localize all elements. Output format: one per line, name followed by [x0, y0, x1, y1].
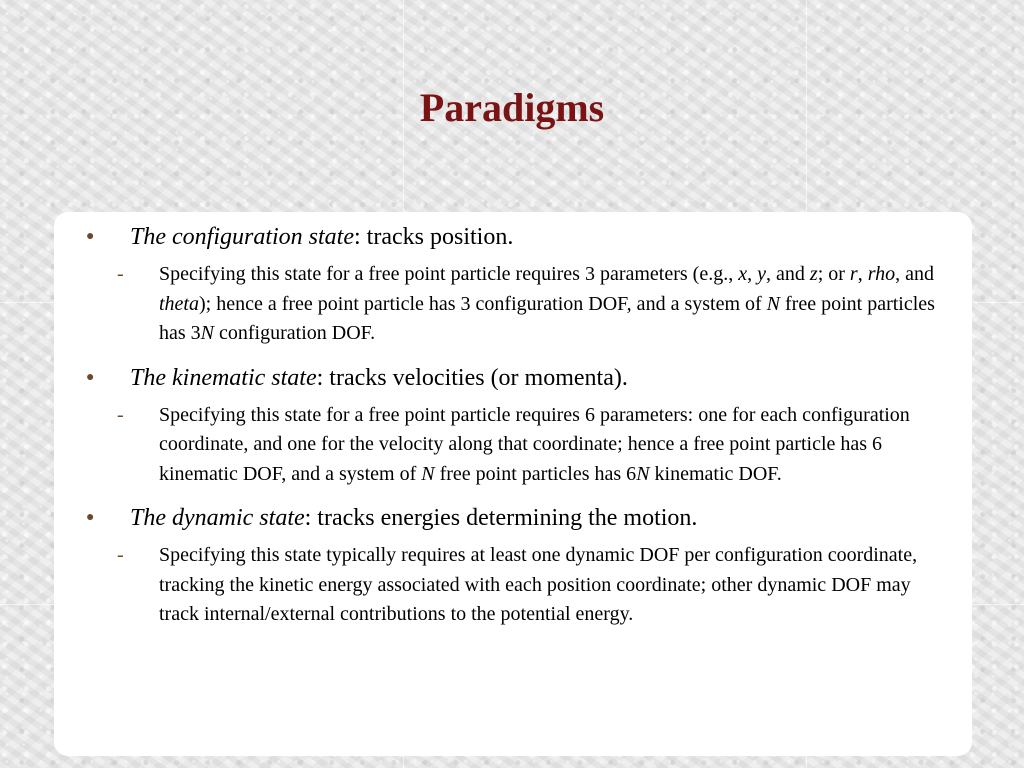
- sub-text: ; or: [817, 263, 850, 285]
- sub-text: Specifying this state typically requires at least one dynamic DOF per configuration coordinate, tracking the kinetic energy associated with each position coordinate; other dynamic DOF may track internal/external contributions to the potential energy.: [159, 544, 918, 625]
- sub-bullet-configuration-state: [117, 260, 954, 349]
- bullet-kinematic-state: [86, 363, 952, 393]
- bullet-icon: ●: [86, 369, 95, 385]
- bullet-dynamic-state: [86, 503, 952, 533]
- bullet-configuration-state: [86, 222, 952, 252]
- bullet-text: : tracks energies determining the motion.: [304, 505, 698, 531]
- sub-text: ,: [857, 263, 868, 285]
- sub-text: , and: [895, 263, 935, 285]
- sub-text: configuration DOF.: [214, 322, 376, 344]
- sub-text: , and: [766, 263, 810, 285]
- sub-text: Specifying this state for a free point particle requires 6 parameters: one for each configuration coordinate, and one for the velocity along that coordinate; hence a free point particle has 6 kinematic DOF, and a system of: [159, 403, 910, 485]
- sub-text: free point particles has 3: [159, 292, 935, 344]
- sub-bullet-kinematic-state: [117, 401, 954, 490]
- sub-text: ,: [747, 263, 758, 285]
- variable: z: [809, 263, 818, 285]
- bullet-term: The configuration state: [130, 224, 354, 250]
- variable: r: [849, 263, 858, 285]
- sub-text: kinematic DOF.: [649, 462, 782, 485]
- bullet-icon: ●: [86, 229, 95, 244]
- variable: y: [757, 263, 766, 285]
- variable: theta: [159, 292, 199, 315]
- variable: N: [200, 322, 215, 344]
- dash-icon: -: [117, 263, 124, 285]
- variable: rho: [867, 263, 896, 285]
- variable: x: [738, 263, 748, 285]
- bullet-text: : tracks position.: [354, 224, 514, 250]
- sub-text: free point particles has 6: [434, 462, 637, 485]
- bullet-term: The kinematic state: [130, 364, 317, 391]
- sub-text: Specifying this state for a free point particle requires 3 parameters (e.g.,: [159, 263, 739, 285]
- dash-icon: -: [117, 544, 124, 566]
- dash-icon: -: [117, 403, 124, 426]
- bullet-term: The dynamic state: [130, 505, 305, 531]
- sub-bullet-dynamic-state: [117, 541, 954, 630]
- bullet-icon: ●: [86, 510, 95, 525]
- sub-text: ); hence a free point particle has 3 configuration DOF, and a system of: [199, 292, 767, 315]
- slide-title: Paradigms: [419, 85, 605, 130]
- variable: N: [421, 462, 435, 485]
- variable: N: [766, 292, 780, 315]
- slide-content: [0, 222, 1024, 630]
- bullet-text: : tracks velocities (or momenta).: [316, 364, 628, 391]
- variable: N: [636, 462, 650, 485]
